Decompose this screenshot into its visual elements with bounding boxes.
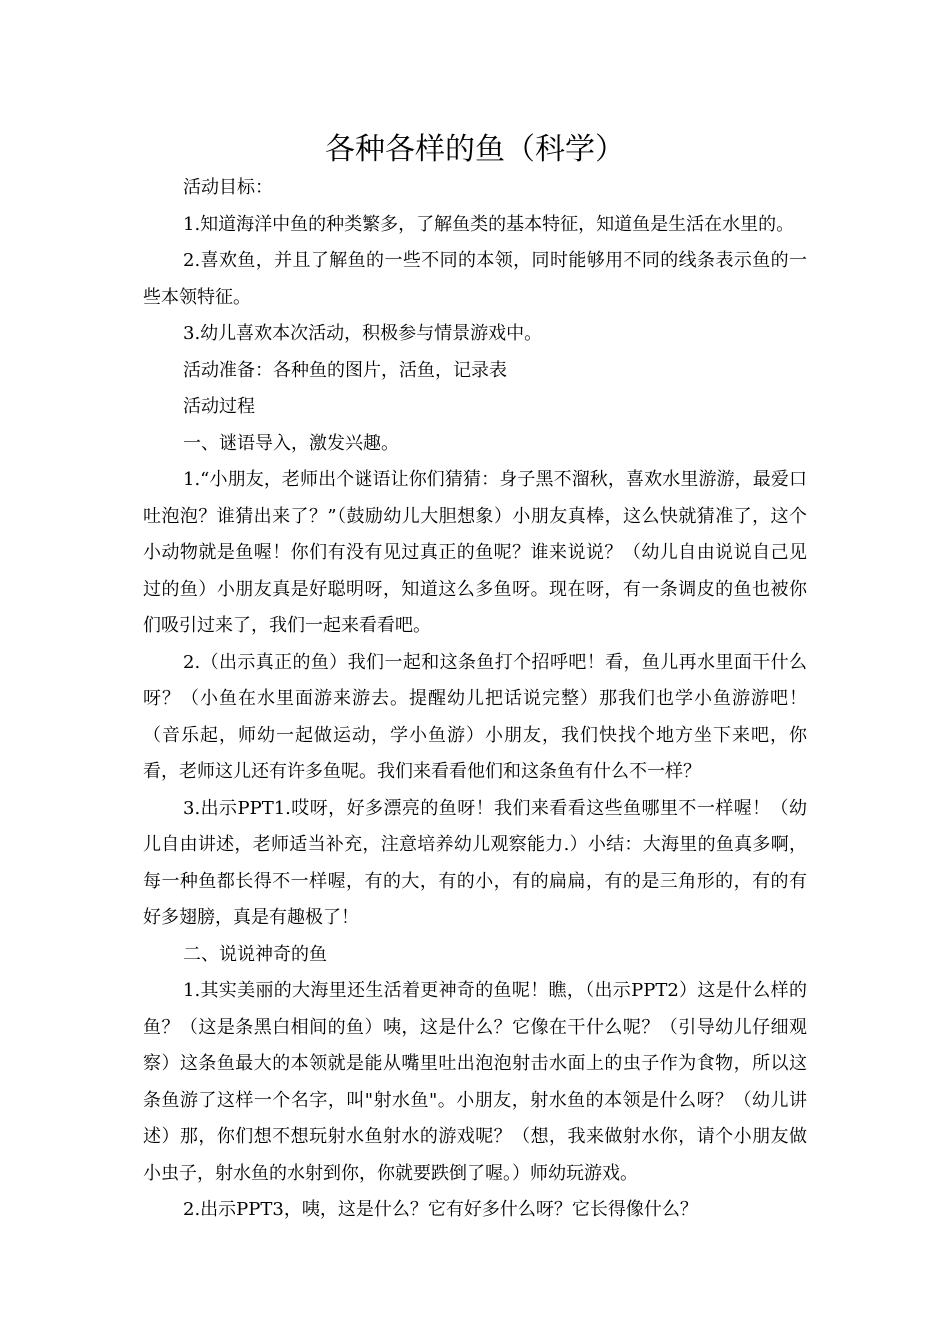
paragraph-goals-heading: 活动目标： xyxy=(183,177,273,198)
document-body xyxy=(143,170,807,1229)
paragraph-goal-1: 1.知道海洋中鱼的种类繁多，了解鱼类的基本特征，知道鱼是生活在水里的。 xyxy=(183,213,795,235)
paragraph-section-1-step-3: 3.出示PPT1.哎呀，好多漂亮的鱼呀！我们来看看这些鱼哪里不一样喔！（幼儿自由讲述，老师适当补充，注意培养幼儿观察能力.）小结：大海里的鱼真多啊，每一种鱼都长得不一样喔，有的大，有的小，有的扁扁，有的是三角形的，有的有好多翅膀，真是有趣极了！ xyxy=(143,797,807,928)
paragraph-preparation: 活动准备：各种鱼的图片，活鱼，记录表 xyxy=(183,359,507,381)
paragraph-section-2-step-2: 2.出示PPT3，咦，这是什么？它有好多什么呀？它长得像什么？ xyxy=(183,1199,698,1220)
paragraph-section-1-step-2: 2.（出示真正的鱼）我们一起和这条鱼打个招呼吧！看，鱼儿再水里面干什么呀？（小鱼在水里面游来游去。提醒幼儿把话说完整）那我们也学小鱼游游吧！（音乐起，师幼一起做运动，学小鱼游）小朋友，我们快找个地方坐下来吧，你看，老师这儿还有许多鱼呢。我们来看看他们和这条鱼有什么不一样？ xyxy=(143,651,807,782)
paragraph-goal-2: 2.喜欢鱼，并且了解鱼的一些不同的本领，同时能够用不同的线条表示鱼的一些本领特征。 xyxy=(143,250,807,308)
paragraph-goal-3: 3.幼儿喜欢本次活动，积极参与情景游戏中。 xyxy=(183,323,543,344)
paragraph-section-1-heading: 一、谜语导入，激发兴趣。 xyxy=(183,432,399,454)
paragraph-section-2-step-1: 1.其实美丽的大海里还生活着更神奇的鱼呢！瞧，（出示PPT2）这是什么样的鱼？（这是条黑白相间的鱼）咦，这是什么？它像在干什么呢？（引导幼儿仔细观察）这条鱼最大的本领就是能从嘴里吐出泡泡射击水面上的虫子作为食物，所以这条鱼游了这样一个名字，叫"射水鱼"。小朋友，射水鱼的本领是什么呀？（幼儿讲述）那，你们想不想玩射水鱼射水的游戏呢？（想，我来做射水你，请个小朋友做小虫子，射水鱼的水射到你，你就要跌倒了喔。）师幼玩游戏。 xyxy=(143,980,807,1184)
paragraph-section-2-heading: 二、说说神奇的鱼 xyxy=(183,943,327,965)
paragraph-section-1-step-1: 1.“小朋友，老师出个谜语让你们猜猜：身子黑不溜秋，喜欢水里游游，最爱口吐泡泡？谁猜出来了？”（鼓励幼儿大胆想象）小朋友真棒，这么快就猜准了，这个小动物就是鱼喔！你们有没有见过真正的鱼呢？谁来说说？（幼儿自由说说自己见过的鱼）小朋友真是好聪明呀，知道这么多鱼呀。现在呀，有一条调皮的鱼也被你们吸引过来了，我们一起来看看吧。 xyxy=(143,469,807,636)
document-title: 各种各样的鱼（科学） xyxy=(325,132,625,167)
paragraph-process-heading: 活动过程 xyxy=(183,396,255,417)
